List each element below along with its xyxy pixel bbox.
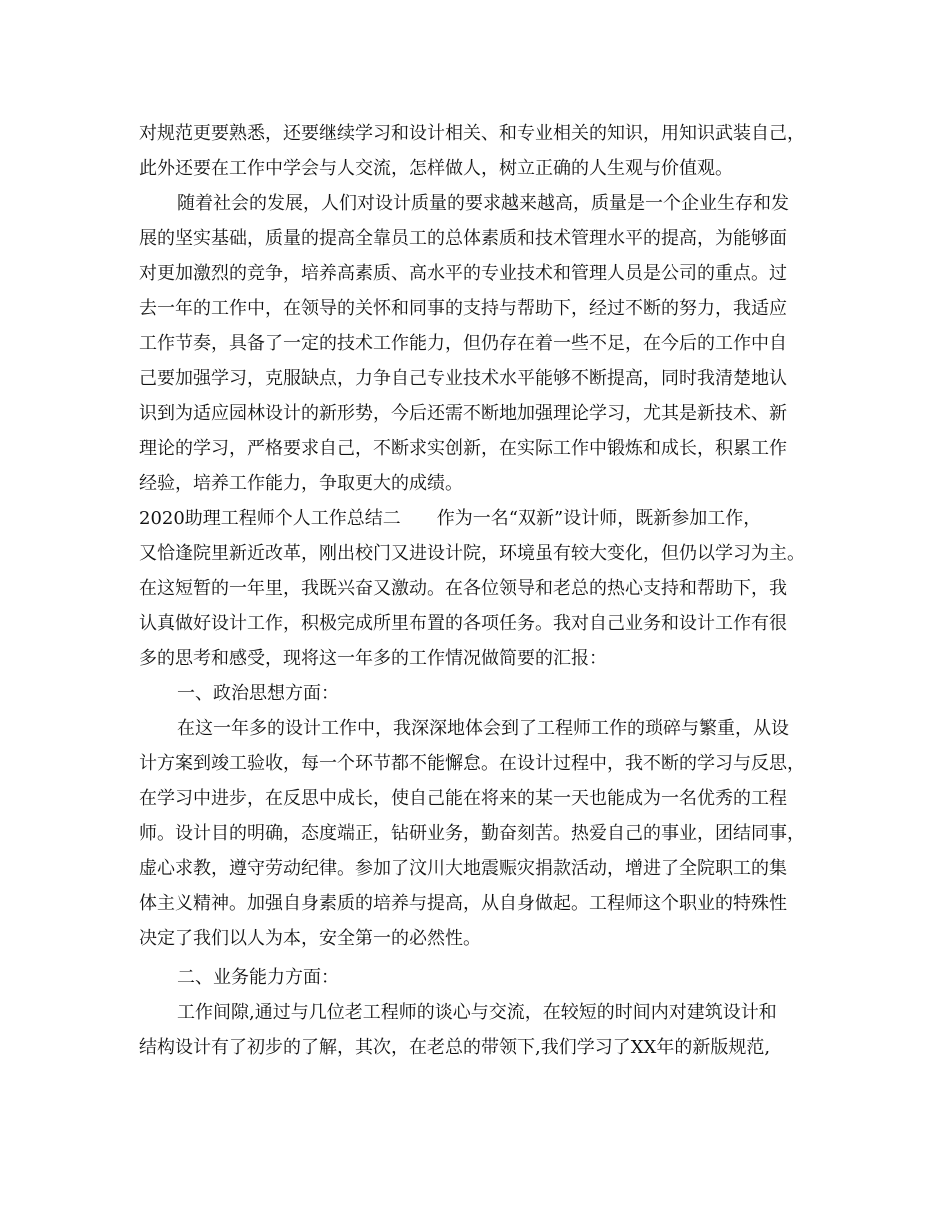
- text-line: 对规范更要熟悉，还要继续学习和设计相关、和专业相关的知识，用知识武装自己，: [139, 123, 805, 144]
- document-body: [139, 116, 819, 1065]
- text-line: 工作节奏，具备了一定的技术工作能力，但仍存在着一些不足，在今后的工作中自: [139, 333, 787, 354]
- text-line: 多的思考和感受，现将这一年多的工作情况做简要的汇报：: [139, 648, 607, 669]
- section-title: 2020助理工程师个人工作总结二 作为一名“双新”设计师，既新参加工作，: [139, 508, 762, 529]
- text-line: 在学习中进步，在反思中成长，使自己能在将来的某一天也能成为一名优秀的工程: [139, 788, 787, 809]
- text-line: 虚心求教，遵守劳动纪律。参加了汶川大地震赈灾捐款活动，增进了全院职工的集: [139, 858, 787, 879]
- text-line: 又恰逢院里新近改革，刚出校门又进设计院，环境虽有较大变化，但仍以学习为主。: [139, 543, 805, 564]
- paragraph-start: 在这一年多的设计工作中，我深深地体会到了工程师工作的琐碎与繁重，从设: [177, 718, 789, 739]
- text-line: 对更加激烈的竞争，培养高素质、高水平的专业技术和管理人员是公司的重点。过: [139, 263, 787, 284]
- text-line: 展的坚实基础，质量的提高全靠员工的总体素质和技术管理水平的提高，为能够面: [139, 228, 787, 249]
- text-line: 体主义精神。加强自身素质的培养与提高，从自身做起。工程师这个职业的特殊性: [139, 893, 787, 914]
- text-line: 识到为适应园林设计的新形势，今后还需不断地加强理论学习，尤其是新技术、新: [139, 403, 787, 424]
- text-line: 己要加强学习，克服缺点，力争自己专业技术水平能够不断提高，同时我清楚地认: [139, 368, 787, 389]
- text-line: 结构设计有了初步的了解，其次，在老总的带领下,我们学习了XX年的新版规范,: [139, 1037, 771, 1058]
- text-line: 在这短暂的一年里，我既兴奋又激动。在各位领导和老总的热心支持和帮助下，我: [139, 578, 787, 599]
- text-line: 去一年的工作中，在领导的关怀和同事的支持与帮助下，经过不断的努力，我适应: [139, 298, 787, 319]
- paragraph-start: 工作间隙,通过与几位老工程师的谈心与交流，在较短的时间内对建筑设计和: [177, 1002, 777, 1023]
- paragraph-start: 随着社会的发展，人们对设计质量的要求越来越高，质量是一个企业生存和发: [177, 193, 789, 214]
- text-line: 认真做好设计工作，积极完成所里布置的各项任务。我对自己业务和设计工作有很: [139, 613, 787, 634]
- text-line: 师。设计目的明确，态度端正，钻研业务，勤奋刻苦。热爱自己的事业，团结同事，: [139, 823, 805, 844]
- text-line: 理论的学习，严格要求自己，不断求实创新，在实际工作中锻炼和成长，积累工作: [139, 438, 787, 459]
- text-line: 此外还要在工作中学会与人交流，怎样做人，树立正确的人生观与价值观。: [139, 158, 733, 179]
- text-line: 计方案到竣工验收，每一个环节都不能懈怠。在设计过程中，我不断的学习与反思，: [139, 753, 805, 774]
- subheading: 二、业务能力方面：: [177, 967, 339, 988]
- text-line: 经验，培养工作能力，争取更大的成绩。: [139, 473, 463, 494]
- text-line: 决定了我们以人为本，安全第一的必然性。: [139, 928, 481, 949]
- subheading: 一、政治思想方面：: [177, 683, 339, 704]
